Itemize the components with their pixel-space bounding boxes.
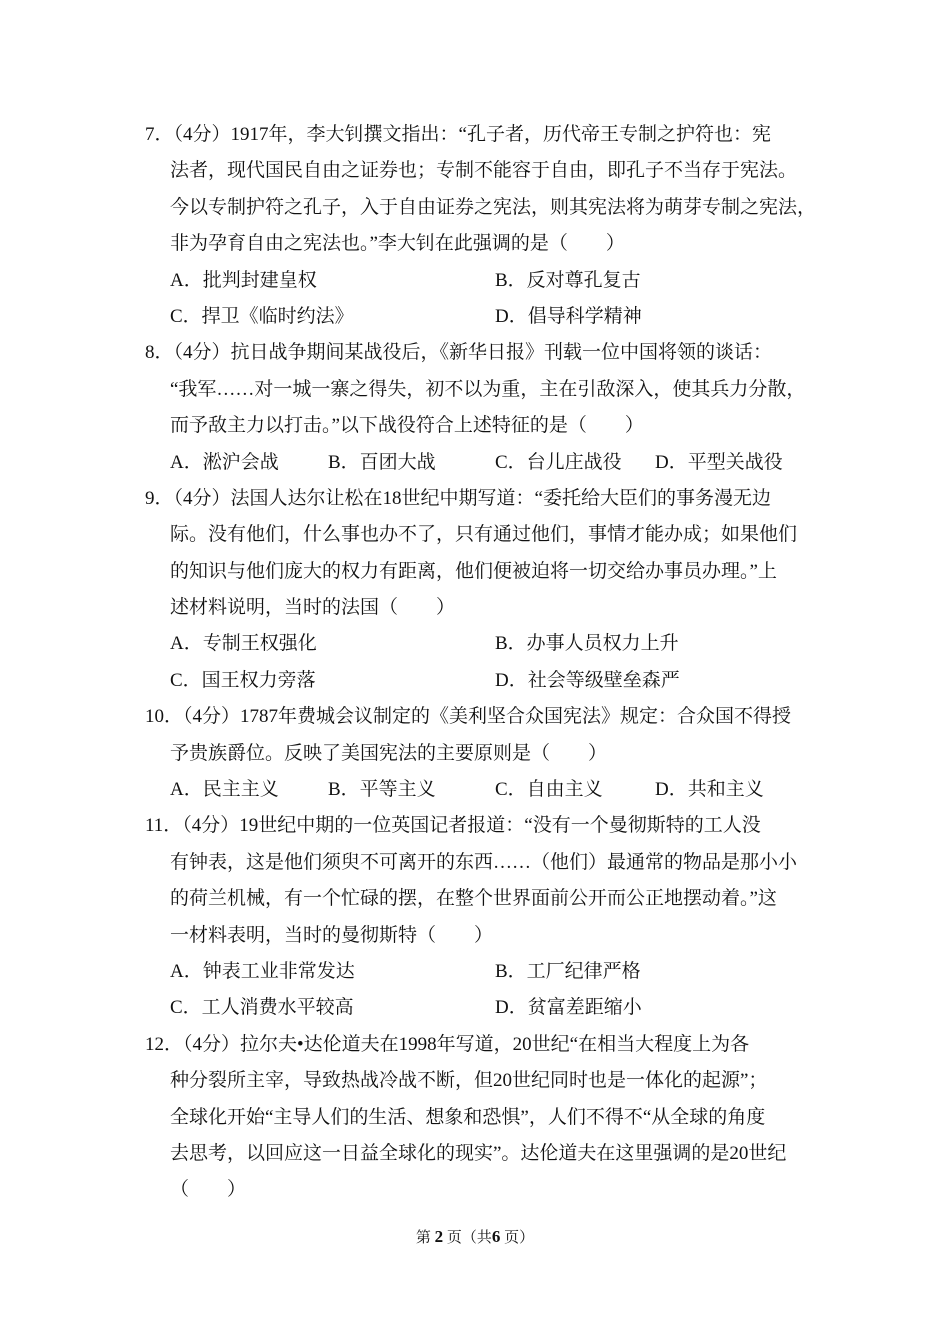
question-line	[0, 1136, 950, 1172]
question-11	[0, 808, 950, 1026]
question-text: 今以专制护符之孔子，入于自由证券之宪法，则其宪法将为萌芽专制之宪法，	[170, 196, 817, 218]
option-C[interactable]: C．国王权力旁落	[170, 669, 316, 691]
options-row	[0, 663, 950, 699]
option-A[interactable]: A．淞沪会战	[170, 451, 279, 473]
options-row	[0, 263, 950, 299]
question-text: 全球化开始“主导人们的生活、想象和恐惧”，人们不得不“从全球的角度	[170, 1106, 766, 1128]
question-line	[0, 408, 950, 444]
question-text: 的知识与他们庞大的权力有距离，他们便被迫将一切交给办事员办理。”上	[170, 560, 777, 582]
question-number: 7．	[145, 124, 174, 145]
question-text: 去思考，以回应这一日益全球化的现实”。达伦道夫在这里强调的是20世纪	[170, 1142, 787, 1164]
question-text: 法者，现代国民自由之证券也；专制不能容于自由，即孔子不当存于宪法。	[170, 160, 798, 182]
question-line	[0, 153, 950, 189]
question-number: 11．	[145, 815, 183, 837]
option-A[interactable]: A．批判封建皇权	[170, 269, 317, 291]
options-row	[0, 626, 950, 662]
question-line	[0, 808, 950, 844]
question-line	[0, 481, 950, 517]
question-text: 际。没有他们，什么事也办不了，只有通过他们，事情才能办成；如果他们	[170, 524, 798, 546]
question-10	[0, 699, 950, 808]
question-text: （4分）拉尔夫•达伦道夫在1998年写道，20世纪“在相当大程度上为各	[183, 1033, 750, 1055]
options-row	[0, 299, 950, 335]
question-line	[0, 1027, 950, 1063]
option-D[interactable]: D．倡导科学精神	[495, 305, 642, 327]
question-first-line	[145, 481, 771, 517]
question-number: 9．	[145, 487, 174, 509]
option-A[interactable]: A．专制王权强化	[170, 633, 317, 655]
option-C[interactable]: C．工人消费水平较高	[170, 997, 354, 1019]
question-text: “我军……对一城一寨之得失，初不以为重，主在引敌深入，使其兵力分散，	[170, 378, 806, 400]
question-first-line	[145, 1027, 749, 1063]
question-text: 有钟表，这是他们须臾不可离开的东西……（他们）最通常的物品是那小小	[170, 851, 798, 873]
question-text: 予贵族爵位。反映了美国宪法的主要原则是（ ）	[170, 742, 608, 764]
option-B[interactable]: B．工厂纪律严格	[495, 960, 641, 982]
question-8	[0, 335, 950, 481]
option-D[interactable]: D．贫富差距缩小	[495, 997, 642, 1019]
question-12	[0, 1027, 950, 1209]
option-D[interactable]: D．平型关战役	[655, 451, 783, 473]
question-first-line	[145, 117, 771, 153]
question-text: 种分裂所主宰，导致热战冷战不断，但20世纪同时也是一体化的起源”；	[170, 1070, 768, 1092]
question-line	[0, 881, 950, 917]
option-C[interactable]: C．自由主义	[495, 779, 603, 801]
question-7	[0, 117, 950, 335]
question-line	[0, 736, 950, 772]
footer-page-number: 2	[434, 1227, 444, 1246]
question-text: 述材料说明，当时的法国（ ）	[170, 597, 456, 619]
question-line	[0, 117, 950, 153]
question-text: （4分）19世纪中期的一位英国记者报道：“没有一个曼彻斯特的工人没	[182, 815, 761, 837]
options-row	[0, 954, 950, 990]
option-A[interactable]: A．钟表工业非常发达	[170, 960, 355, 982]
option-B[interactable]: B．平等主义	[328, 779, 436, 801]
option-D[interactable]: D．社会等级壁垒森严	[495, 669, 680, 691]
question-first-line	[145, 335, 772, 371]
option-C[interactable]: C．台儿庄战役	[495, 451, 622, 473]
option-B[interactable]: B．办事人员权力上升	[495, 633, 679, 655]
question-text: 一材料表明，当时的曼彻斯特（ ）	[170, 924, 494, 946]
question-line	[0, 554, 950, 590]
option-A[interactable]: A．民主主义	[170, 779, 279, 801]
options-row	[0, 990, 950, 1026]
question-number: 8．	[145, 342, 174, 364]
options-row	[0, 772, 950, 808]
question-text: （ ）	[170, 1179, 247, 1201]
question-line	[0, 699, 950, 735]
footer-prefix: 第	[415, 1230, 431, 1246]
question-text: （4分）抗日战争期间某战役后，《新华日报》刊载一位中国将领的谈话：	[173, 342, 773, 364]
question-first-line	[145, 699, 791, 735]
question-text: 而予敌主力以打击。”以下战役符合上述特征的是（ ）	[170, 415, 644, 437]
question-list	[0, 117, 950, 1209]
footer-middle: 页（共	[446, 1230, 492, 1246]
question-text: 非为孕育自由之宪法也。”李大钊在此强调的是（ ）	[170, 233, 625, 255]
options-row	[0, 445, 950, 481]
question-line	[0, 1172, 950, 1208]
question-line	[0, 845, 950, 881]
footer-total-pages: 6	[491, 1227, 501, 1246]
option-B[interactable]: B．反对尊孔复古	[495, 269, 641, 291]
question-text: （4分）法国人达尔让松在18世纪中期写道：“委托给大臣们的事务漫无边	[173, 487, 771, 509]
option-D[interactable]: D．共和主义	[655, 779, 764, 801]
footer-suffix: 页）	[504, 1230, 535, 1246]
question-number: 12．	[145, 1033, 184, 1055]
question-line	[0, 1100, 950, 1136]
option-B[interactable]: B．百团大战	[328, 451, 436, 473]
question-line	[0, 335, 950, 371]
question-first-line	[145, 808, 761, 844]
page-footer	[0, 1226, 950, 1247]
question-line	[0, 226, 950, 262]
question-number: 10．	[145, 706, 184, 728]
question-line	[0, 190, 950, 226]
question-line	[0, 590, 950, 626]
question-9	[0, 481, 950, 699]
question-text: （4分）1917年，李大钊撰文指出：“孔子者，历代帝王专制之护符也：宪	[173, 124, 771, 145]
question-text: 的荷兰机械，有一个忙碌的摆，在整个世界面前公开而公正地摆动着。”这	[170, 888, 777, 910]
question-line	[0, 918, 950, 954]
question-line	[0, 372, 950, 408]
question-line	[0, 1063, 950, 1099]
question-text: （4分）1787年费城会议制定的《美利坚合众国宪法》规定：合众国不得授	[183, 706, 792, 728]
option-C[interactable]: C．捍卫《临时约法》	[170, 305, 354, 327]
question-line	[0, 517, 950, 553]
